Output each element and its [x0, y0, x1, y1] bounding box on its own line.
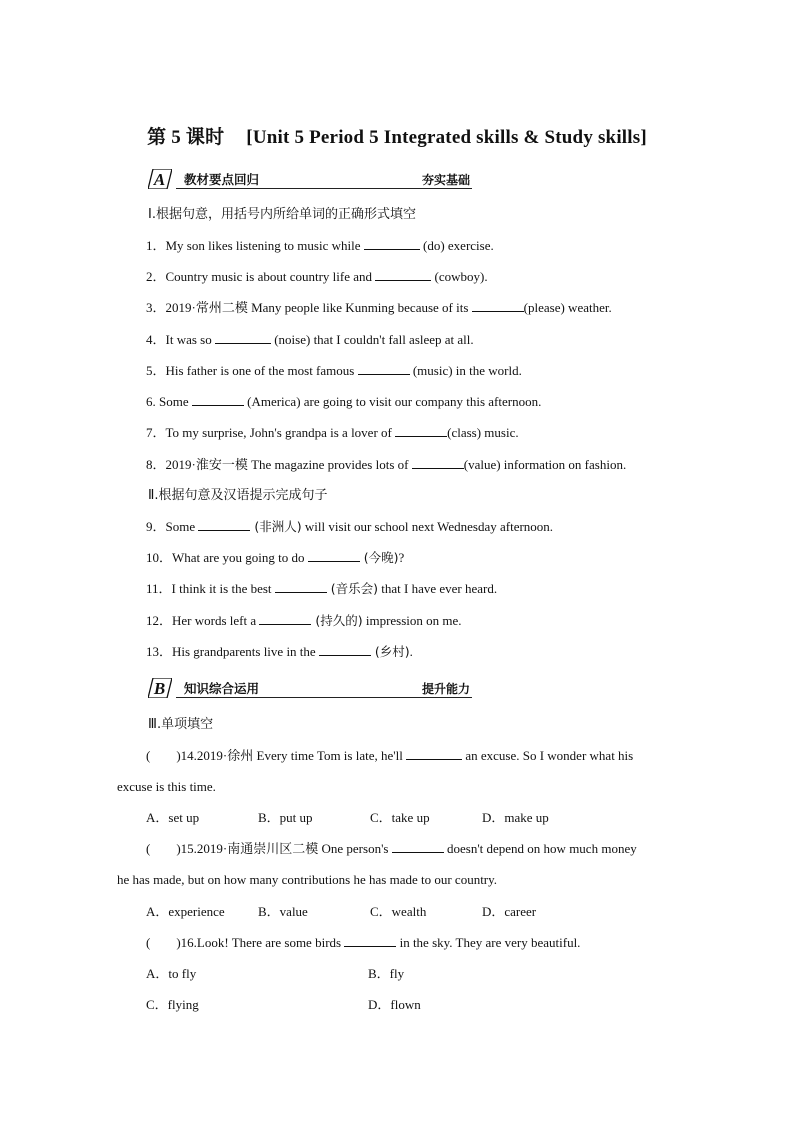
option-a[interactable]: A．set up	[146, 810, 200, 825]
section-a-banner	[148, 168, 472, 192]
unit-title: [Unit 5 Period 5 Integrated skills & Study skills]	[246, 127, 647, 148]
option-c[interactable]: C．take up	[370, 810, 430, 825]
answer-blank[interactable]	[358, 363, 410, 375]
svg-text:B: B	[153, 679, 166, 698]
option-d[interactable]: D．flown	[368, 997, 421, 1012]
option-c[interactable]: C．flying	[146, 997, 199, 1012]
part3-heading: Ⅲ.单项填空	[148, 717, 214, 732]
section-a-tag: 夯实基础	[421, 173, 470, 187]
answer-blank[interactable]	[319, 644, 371, 656]
question-16-options-row2	[146, 997, 421, 1013]
answer-blank[interactable]	[215, 332, 271, 344]
question-10: 10．What are you going to do (今晚)?	[146, 550, 405, 565]
question-3: 3．2019·常州二模 Many people like Kunming because of its (please) weather.	[146, 300, 612, 315]
question-14-cont: excuse is this time.	[117, 779, 216, 794]
question-11: 11．I think it is the best (音乐会) that I have ever heard.	[146, 581, 498, 596]
lesson-number: 第 5 课时	[147, 127, 225, 148]
answer-blank[interactable]	[364, 238, 420, 250]
question-13: 13．His grandparents live in the (乡村).	[146, 644, 413, 659]
option-a[interactable]: A．to fly	[146, 966, 197, 981]
answer-blank[interactable]	[395, 425, 447, 437]
section-b-banner	[148, 677, 472, 701]
question-8: 8．2019·淮安一模 The magazine provides lots of (value) information on fashion.	[146, 457, 627, 472]
option-b[interactable]: B．fly	[368, 966, 405, 981]
question-2: 2．Country music is about country life and (cowboy).	[146, 269, 488, 284]
option-d[interactable]: D．career	[482, 904, 537, 919]
question-16: ( )16.Look! There are some birds in the sky. They are very beautiful.	[146, 935, 581, 950]
question-9: 9．Some (非洲人) will visit our school next Wednesday afternoon.	[146, 519, 554, 534]
section-b-badge	[148, 678, 172, 698]
question-14-options	[146, 810, 549, 826]
section-b-heading: 知识综合运用	[184, 681, 260, 696]
answer-blank[interactable]	[412, 457, 464, 469]
question-1: 1．My son likes listening to music while (do) exercise.	[146, 238, 494, 253]
answer-blank[interactable]	[472, 300, 524, 312]
section-a-heading: 教材要点回归	[184, 172, 260, 187]
question-14: ( )14.2019·徐州 Every time Tom is late, he'll an excuse. So I wonder what his	[146, 748, 634, 763]
part2-heading: Ⅱ.根据句意及汉语提示完成句子	[148, 488, 328, 503]
question-15-options	[146, 904, 536, 920]
svg-text:A: A	[153, 170, 166, 189]
answer-blank[interactable]	[192, 394, 244, 406]
question-16-options-row1	[146, 966, 404, 982]
option-b[interactable]: B．put up	[258, 810, 313, 825]
answer-blank[interactable]	[198, 519, 250, 531]
section-b-tag: 提升能力	[421, 682, 470, 696]
part1-heading: Ⅰ.根据句意，用括号内所给单词的正确形式填空	[148, 207, 416, 222]
question-4: 4．It was so (noise) that I couldn't fall asleep at all.	[146, 332, 474, 347]
question-12: 12．Her words left a (持久的) impression on me.	[146, 613, 462, 628]
section-b-rule	[176, 697, 472, 698]
question-15: ( )15.2019·南通崇川区二模 One person's doesn't depend on how much money	[146, 841, 637, 856]
answer-blank[interactable]	[259, 613, 311, 625]
answer-blank[interactable]	[275, 581, 327, 593]
answer-blank[interactable]	[375, 269, 431, 281]
option-b[interactable]: B．value	[258, 904, 308, 919]
question-15-cont: he has made, but on how many contributions he has made to our country.	[117, 872, 498, 887]
answer-blank[interactable]	[392, 841, 444, 853]
option-a[interactable]: A．experience	[146, 904, 225, 919]
option-c[interactable]: C．wealth	[370, 904, 427, 919]
question-7: 7．To my surprise, John's grandpa is a lover of (class) music.	[146, 425, 519, 440]
question-6: 6. Some (America) are going to visit our company this afternoon.	[146, 394, 542, 409]
section-a-rule	[176, 188, 472, 189]
answer-blank[interactable]	[406, 748, 462, 760]
section-a-badge	[148, 169, 172, 189]
question-5: 5．His father is one of the most famous (music) in the world.	[146, 363, 522, 378]
answer-blank[interactable]	[308, 550, 360, 562]
option-d[interactable]: D．make up	[482, 810, 549, 825]
answer-blank[interactable]	[344, 935, 396, 947]
page-title	[0, 122, 794, 149]
